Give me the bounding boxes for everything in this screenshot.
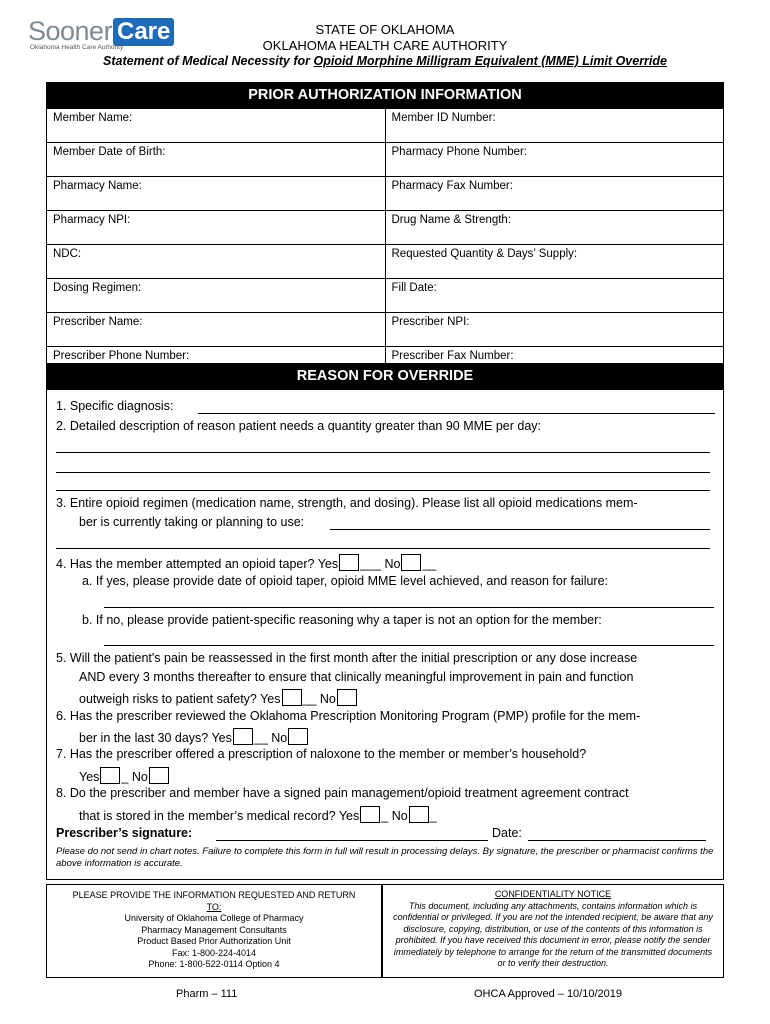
field-row bbox=[47, 109, 724, 143]
question-4a: a. If yes, please provide date of opioid taper, opioid MME level achieved, and reason for failure: bbox=[82, 574, 609, 588]
logo-sooner-text: Sooner bbox=[28, 16, 113, 46]
header-agency: OKLAHOMA HEALTH CARE AUTHORITY bbox=[262, 38, 508, 53]
q6-yes-checkbox[interactable] bbox=[233, 728, 253, 745]
q5-yes-checkbox[interactable] bbox=[282, 689, 302, 706]
q5-no-checkbox[interactable] bbox=[337, 689, 357, 706]
date-label: Date: bbox=[492, 826, 522, 840]
field-cell-right[interactable]: Prescriber NPI: bbox=[385, 313, 724, 347]
field-row bbox=[47, 279, 724, 313]
submission-note: Please do not send in chart notes. Failure to complete this form in full will result in processing delays. By signature, the prescriber or pharmacist confirms the above information is accurate. bbox=[56, 846, 714, 869]
confidentiality-text: This document, including any attachments, contains information which is confidential or privileged. If you are not the intended recipient, be aware that any disclosure, copying, distribution, or use of the contents of this information is prohibited. If you have received this document in error, please notify the sender immediately by telephone to arrange for the return of the transmitted documents or to verify their destruction. bbox=[393, 900, 713, 968]
question-4b: b. If no, please provide patient-specific reasoning why a taper is not an option for the member: bbox=[82, 613, 602, 627]
question-3: 3. Entire opioid regimen (medication name, strength, and dosing). Please list all opioid medications mem- bbox=[56, 496, 638, 510]
question-3-cont: ber is currently taking or planning to use: bbox=[79, 515, 305, 529]
question-7: 7. Has the prescriber offered a prescription of naloxone to the member or member’s household? bbox=[56, 747, 587, 761]
field-cell-left[interactable]: NDC: bbox=[47, 245, 386, 279]
reason-line-2[interactable] bbox=[56, 472, 710, 473]
return-line: Pharmacy Management Consultants bbox=[141, 924, 287, 935]
question-4-text: 4. Has the member attempted an opioid taper? Yes bbox=[56, 557, 339, 571]
q6-no-label: No bbox=[271, 731, 288, 745]
field-cell-left[interactable]: Prescriber Name: bbox=[47, 313, 386, 347]
field-row bbox=[47, 143, 724, 177]
taper-reason-line[interactable] bbox=[104, 645, 714, 646]
question-5-text: outweigh risks to patient safety? Yes bbox=[79, 692, 281, 706]
form-id: Pharm – 111 bbox=[176, 988, 238, 1000]
confidentiality-heading: CONFIDENTIALITY NOTICE bbox=[494, 889, 612, 899]
q7-no-label: No bbox=[131, 770, 148, 784]
field-cell-right[interactable]: Member ID Number: bbox=[385, 109, 724, 143]
question-4: 4. Has the member attempted an opioid taper? Yes ___ No __ bbox=[56, 554, 436, 571]
form-title-prefix: Statement of Medical Necessity for bbox=[103, 54, 314, 68]
q7-yes-checkbox[interactable] bbox=[100, 767, 120, 784]
q4-no-label: No bbox=[384, 557, 401, 571]
return-fax: Fax: 1-800-224-4014 bbox=[171, 947, 257, 958]
question-2: 2. Detailed description of reason patient needs a quantity greater than 90 MME per day: bbox=[56, 419, 542, 433]
q6-no-checkbox[interactable] bbox=[288, 728, 308, 745]
field-cell-left[interactable]: Pharmacy Name: bbox=[47, 177, 386, 211]
q8-no-label: No bbox=[391, 809, 408, 823]
regimen-line-1[interactable] bbox=[330, 529, 710, 530]
field-row bbox=[47, 211, 724, 245]
reason-line-3[interactable] bbox=[56, 490, 710, 491]
return-info-box bbox=[46, 884, 382, 978]
signature-line[interactable] bbox=[216, 840, 488, 841]
field-cell-right[interactable]: Requested Quantity & Days’ Supply: bbox=[385, 245, 724, 279]
taper-failure-line[interactable] bbox=[104, 607, 714, 608]
question-6-cont: ber in the last 30 days? Yes __ No bbox=[79, 728, 309, 745]
question-6-text: ber in the last 30 days? Yes bbox=[79, 731, 232, 745]
section-heading-prior-authorization: PRIOR AUTHORIZATION INFORMATION bbox=[46, 82, 724, 108]
question-1: 1. Specific diagnosis: bbox=[56, 399, 174, 413]
field-cell-left[interactable]: Prescriber Phone Number: bbox=[47, 347, 386, 381]
field-cell-left[interactable]: Dosing Regimen: bbox=[47, 279, 386, 313]
field-row bbox=[47, 177, 724, 211]
field-cell-right[interactable]: Pharmacy Fax Number: bbox=[385, 177, 724, 211]
field-cell-left[interactable]: Member Name: bbox=[47, 109, 386, 143]
question-5-cont-2: outweigh risks to patient safety? Yes __ No bbox=[79, 689, 358, 706]
reason-line-1[interactable] bbox=[56, 452, 710, 453]
logo-care-text: Care bbox=[113, 18, 174, 46]
confidentiality-box bbox=[382, 884, 724, 978]
form-title bbox=[0, 54, 770, 68]
return-phone: Phone: 1-800-522-0114 Option 4 bbox=[148, 959, 280, 969]
logo-subtitle: Oklahoma Health Care Authority bbox=[30, 44, 124, 51]
field-cell-right[interactable]: Fill Date: bbox=[385, 279, 724, 313]
field-cell-left[interactable]: Pharmacy NPI: bbox=[47, 211, 386, 245]
question-6: 6. Has the prescriber reviewed the Oklahoma Prescription Monitoring Program (PMP) profile for the mem- bbox=[56, 709, 641, 723]
q4-yes-checkbox[interactable] bbox=[339, 554, 359, 571]
question-8: 8. Do the prescriber and member have a signed pain management/opioid treatment agreement contract bbox=[56, 786, 629, 800]
section-heading-reason-for-override: REASON FOR OVERRIDE bbox=[46, 363, 724, 389]
diagnosis-line[interactable] bbox=[198, 413, 715, 414]
question-8-cont: that is stored in the member’s medical record? Yes _ No _ bbox=[79, 806, 437, 823]
date-line[interactable] bbox=[528, 840, 706, 841]
field-row bbox=[47, 313, 724, 347]
signature-label: Prescriber’s signature: bbox=[56, 826, 193, 840]
field-cell-right[interactable]: Drug Name & Strength: bbox=[385, 211, 724, 245]
field-cell-right[interactable]: Prescriber Fax Number: bbox=[385, 347, 724, 381]
q4-no-checkbox[interactable] bbox=[401, 554, 421, 571]
field-row bbox=[47, 245, 724, 279]
header-state: STATE OF OKLAHOMA bbox=[315, 22, 455, 37]
return-heading: PLEASE PROVIDE THE INFORMATION REQUESTED AND RETURN bbox=[72, 890, 356, 900]
regimen-line-2[interactable] bbox=[56, 548, 710, 549]
prior-authorization-table bbox=[46, 108, 724, 381]
return-line: Product Based Prior Authorization Unit bbox=[137, 936, 291, 946]
question-5-cont-1: AND every 3 months thereafter to ensure that clinically meaningful improvement in pain and function bbox=[79, 670, 634, 684]
approval-date: OHCA Approved – 10/10/2019 bbox=[474, 988, 622, 1000]
question-7-cont: Yes _ No bbox=[79, 767, 170, 784]
q5-no-label: No bbox=[319, 692, 336, 706]
field-cell-left[interactable]: Member Date of Birth: bbox=[47, 143, 386, 177]
form-title-underlined: Opioid Morphine Milligram Equivalent (MME) Limit Override bbox=[313, 54, 667, 68]
field-cell-right[interactable]: Pharmacy Phone Number: bbox=[385, 143, 724, 177]
q8-no-checkbox[interactable] bbox=[409, 806, 429, 823]
question-8-text: that is stored in the member’s medical record? Yes bbox=[79, 809, 360, 823]
return-heading-to: TO: bbox=[206, 901, 222, 912]
q7-no-checkbox[interactable] bbox=[149, 767, 169, 784]
q7-yes-label: Yes bbox=[79, 770, 100, 784]
question-5: 5. Will the patient's pain be reassessed in the first month after the initial prescription or any dose increase bbox=[56, 651, 638, 665]
return-line: University of Oklahoma College of Pharmacy bbox=[124, 913, 304, 923]
q8-yes-checkbox[interactable] bbox=[360, 806, 380, 823]
